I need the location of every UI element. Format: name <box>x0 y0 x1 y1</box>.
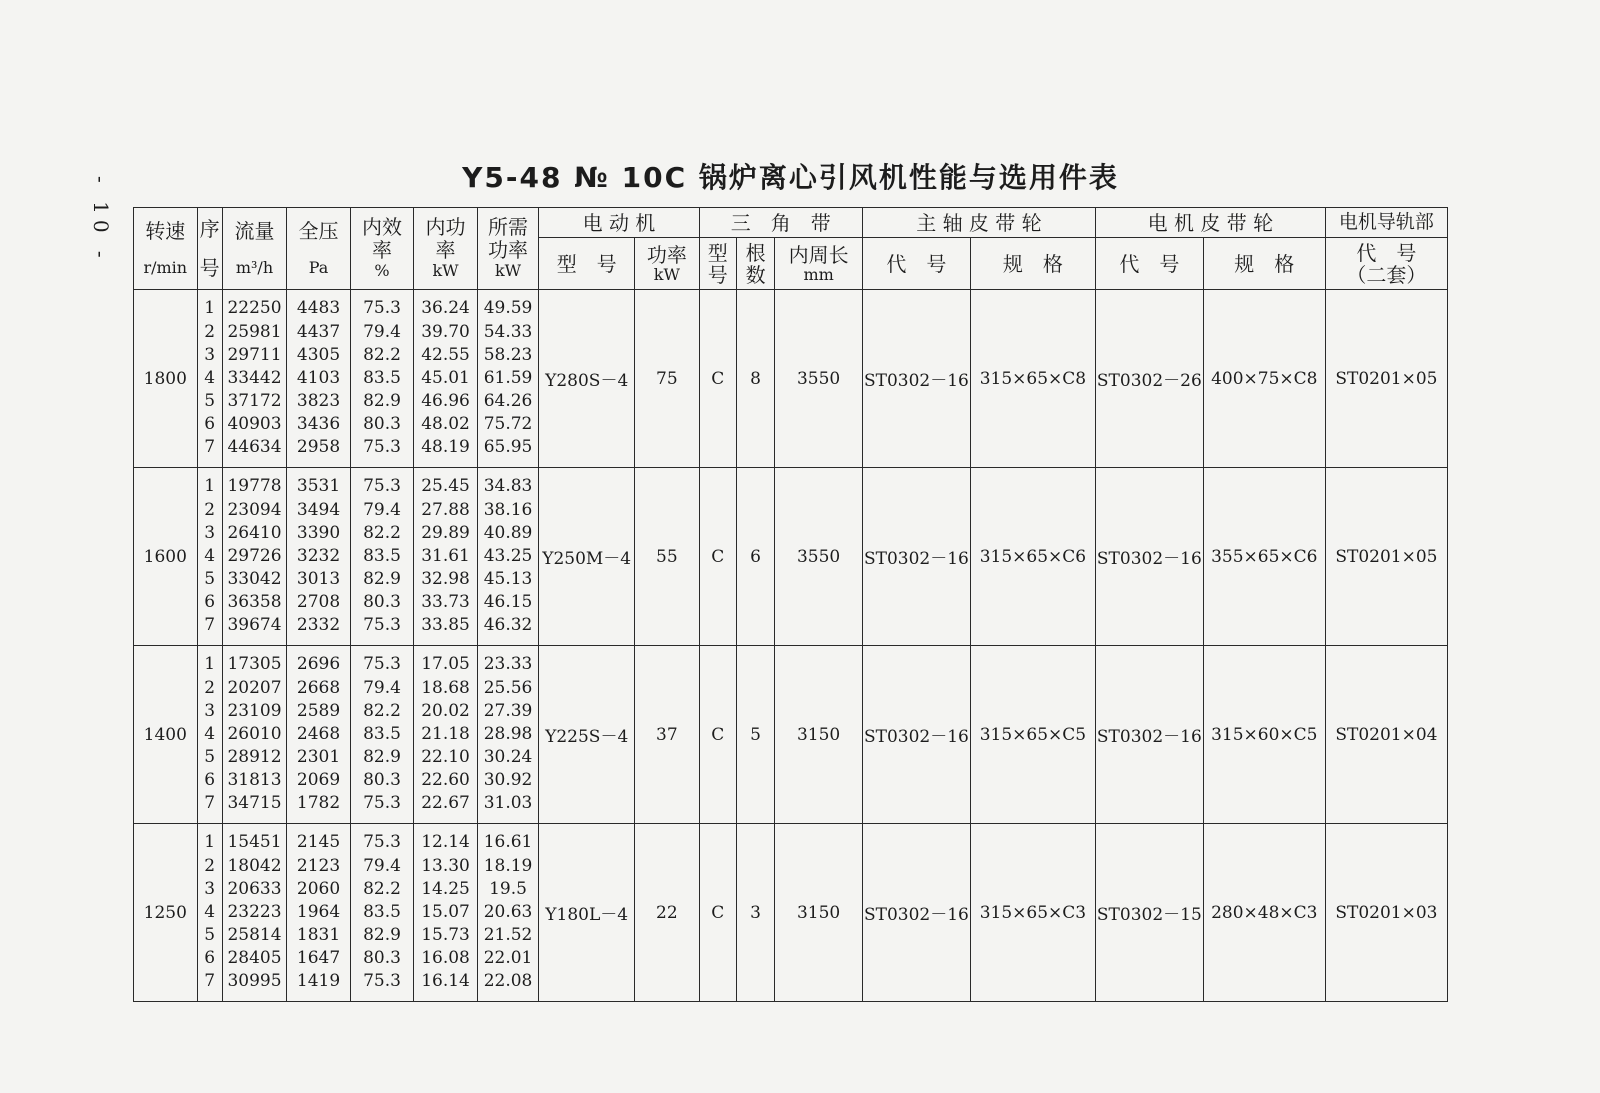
flow-value: 20207 <box>227 677 282 698</box>
belt-length-cell: 3550 <box>775 468 863 646</box>
eff-cell <box>350 824 414 1002</box>
seq-value: 7 <box>204 793 216 814</box>
pressure-value: 4305 <box>296 344 341 365</box>
seq-cell <box>197 824 222 1002</box>
power-value: 12.14 <box>421 832 470 853</box>
eff-cell <box>350 468 414 646</box>
eff-value: 75.3 <box>363 615 401 636</box>
req-value: 43.25 <box>483 545 533 566</box>
flow-cell <box>222 646 287 824</box>
belt-length-cell: 3150 <box>775 646 863 824</box>
header-belt-type <box>699 238 736 290</box>
power-value: 16.08 <box>421 948 470 969</box>
req-cell <box>477 468 539 646</box>
speed-cell: 1250 <box>134 824 198 1002</box>
flow-value: 44634 <box>227 437 282 458</box>
header-motor-model: 型 号 <box>539 238 635 290</box>
pressure-value: 4437 <box>296 321 341 342</box>
seq-value: 2 <box>204 321 216 342</box>
seq-value: 4 <box>204 545 216 566</box>
flow-value: 34715 <box>227 793 282 814</box>
seq-cell <box>197 646 222 824</box>
seq-value: 5 <box>204 391 216 412</box>
req-value: 21.52 <box>483 925 533 946</box>
rail-code-cell: ST0201×04 <box>1325 646 1447 824</box>
page-number: - 10 - <box>89 176 113 264</box>
header-motor-pulley: 电 机 皮 带 轮 <box>1095 208 1325 238</box>
header-speed-unit: r/min <box>143 257 188 277</box>
power-value: 20.02 <box>421 700 470 721</box>
pressure-value: 1419 <box>296 971 341 992</box>
rail-code-cell: ST0201×05 <box>1325 290 1447 468</box>
pressure-value: 2708 <box>296 592 341 613</box>
req-value: 40.89 <box>483 522 533 543</box>
power-value: 32.98 <box>421 569 470 590</box>
seq-value: 6 <box>204 414 216 435</box>
flow-value: 18042 <box>227 855 282 876</box>
flow-value: 19778 <box>227 476 282 497</box>
pressure-cell <box>287 468 351 646</box>
eff-value: 83.5 <box>363 367 401 388</box>
req-value: 54.33 <box>483 321 533 342</box>
power-cell <box>414 824 478 1002</box>
req-value: 25.56 <box>483 677 533 698</box>
flow-value: 37172 <box>227 391 282 412</box>
req-value: 65.95 <box>483 437 533 458</box>
seq-value: 3 <box>204 522 216 543</box>
pressure-value: 3436 <box>296 414 341 435</box>
power-value: 22.67 <box>421 793 470 814</box>
belt-type-cell: C <box>699 824 736 1002</box>
header-efficiency-unit: % <box>374 261 390 281</box>
flow-cell <box>222 290 287 468</box>
eff-value: 82.9 <box>363 747 401 768</box>
eff-value: 79.4 <box>363 321 401 342</box>
eff-value: 82.9 <box>363 391 401 412</box>
flow-value: 33042 <box>227 569 282 590</box>
eff-value: 83.5 <box>363 901 401 922</box>
pressure-value: 2468 <box>296 723 341 744</box>
req-value: 23.33 <box>483 654 533 675</box>
header-req-label-2: 功率 <box>488 238 529 263</box>
header-flow <box>222 208 287 290</box>
pressure-cell <box>287 646 351 824</box>
eff-value: 79.4 <box>363 677 401 698</box>
eff-cell <box>350 290 414 468</box>
belt-length-cell: 3550 <box>775 290 863 468</box>
eff-value: 79.4 <box>363 855 401 876</box>
req-cell <box>477 824 539 1002</box>
pressure-value: 2332 <box>296 615 341 636</box>
req-value: 49.59 <box>483 298 533 319</box>
pressure-value: 2958 <box>296 437 341 458</box>
power-value: 46.96 <box>421 391 470 412</box>
flow-value: 23223 <box>227 901 282 922</box>
header-belt-count-label-2: 数 <box>745 262 766 287</box>
header-seq-label: 序 <box>199 216 220 241</box>
req-value: 34.83 <box>483 476 533 497</box>
header-speed <box>134 208 198 290</box>
flow-value: 31813 <box>227 770 282 791</box>
header-flow-label: 流量 <box>234 218 275 243</box>
power-value: 39.70 <box>421 321 470 342</box>
power-value: 42.55 <box>421 344 470 365</box>
pressure-value: 3494 <box>296 499 341 520</box>
req-value: 30.92 <box>483 770 533 791</box>
header-motor: 电 动 机 <box>539 208 699 238</box>
flow-value: 28405 <box>227 948 282 969</box>
req-cell <box>477 290 539 468</box>
seq-value: 4 <box>204 723 216 744</box>
header-rail-qty: （二套） <box>1346 262 1427 287</box>
header-efficiency-label: 内效 <box>362 215 403 240</box>
header-spindle-pulley: 主 轴 皮 带 轮 <box>862 208 1095 238</box>
pressure-cell <box>287 824 351 1002</box>
header-rail-code-label: 代 号 <box>1356 240 1417 265</box>
req-value: 27.39 <box>483 700 533 721</box>
seq-value: 7 <box>204 437 216 458</box>
header-speed-label: 转速 <box>145 218 186 243</box>
table-row <box>134 646 1448 824</box>
pressure-value: 4103 <box>296 367 341 388</box>
flow-value: 26410 <box>227 522 282 543</box>
flow-value: 29726 <box>227 545 282 566</box>
motor-model-cell: Y225S－4 <box>539 646 635 824</box>
spindle-spec-cell: 315×65×C5 <box>970 646 1095 824</box>
pressure-value: 1831 <box>296 925 341 946</box>
header-motor-code: 代 号 <box>1095 238 1203 290</box>
spindle-code-cell: ST0302－16 <box>862 468 970 646</box>
seq-value: 5 <box>204 569 216 590</box>
spindle-spec-cell: 315×65×C3 <box>970 824 1095 1002</box>
eff-value: 82.9 <box>363 569 401 590</box>
eff-value: 82.2 <box>363 344 401 365</box>
motor-code-cell: ST0302－16 <box>1095 646 1203 824</box>
header-efficiency <box>350 208 414 290</box>
eff-value: 82.9 <box>363 925 401 946</box>
eff-value: 75.3 <box>363 654 401 675</box>
header-seq <box>197 208 222 290</box>
power-value: 16.14 <box>421 971 470 992</box>
flow-value: 26010 <box>227 723 282 744</box>
pressure-cell <box>287 290 351 468</box>
power-value: 17.05 <box>421 654 470 675</box>
power-value: 48.19 <box>421 437 470 458</box>
flow-value: 33442 <box>227 367 282 388</box>
motor-model-cell: Y180L－4 <box>539 824 635 1002</box>
eff-value: 80.3 <box>363 414 401 435</box>
pressure-value: 1964 <box>296 901 341 922</box>
header-spindle-code: 代 号 <box>862 238 970 290</box>
eff-value: 75.3 <box>363 971 401 992</box>
eff-value: 83.5 <box>363 545 401 566</box>
header-belt-count <box>736 238 774 290</box>
seq-value: 2 <box>204 855 216 876</box>
req-cell <box>477 646 539 824</box>
header-spindle-spec: 规 格 <box>970 238 1095 290</box>
eff-value: 83.5 <box>363 723 401 744</box>
req-value: 75.72 <box>483 414 533 435</box>
seq-cell <box>197 290 222 468</box>
header-pressure-label: 全压 <box>298 218 339 243</box>
table-row <box>134 824 1448 1002</box>
speed-cell: 1600 <box>134 468 198 646</box>
header-power-label: 内功 <box>425 215 466 240</box>
speed-cell: 1400 <box>134 646 198 824</box>
pressure-value: 2696 <box>296 654 341 675</box>
motor-code-cell: ST0302－26 <box>1095 290 1203 468</box>
pressure-value: 3013 <box>296 569 341 590</box>
motor-code-cell: ST0302－16 <box>1095 468 1203 646</box>
req-value: 45.13 <box>483 569 533 590</box>
power-value: 18.68 <box>421 677 470 698</box>
motor-spec-cell: 355×65×C6 <box>1203 468 1325 646</box>
req-value: 61.59 <box>483 367 533 388</box>
power-value: 48.02 <box>421 414 470 435</box>
header-rail: 电机导轨部 <box>1325 208 1447 238</box>
belt-count-cell: 8 <box>736 290 774 468</box>
header-belt-length <box>775 238 863 290</box>
eff-value: 82.2 <box>363 878 401 899</box>
spindle-code-cell: ST0302－16 <box>862 290 970 468</box>
flow-value: 30995 <box>227 971 282 992</box>
header-belt: 三 角 带 <box>699 208 862 238</box>
req-value: 31.03 <box>483 793 533 814</box>
req-value: 20.63 <box>483 901 533 922</box>
eff-cell <box>350 646 414 824</box>
flow-value: 29711 <box>227 344 282 365</box>
header-internal-power <box>414 208 478 290</box>
flow-value: 25814 <box>227 925 282 946</box>
header-req-label: 所需 <box>488 215 529 240</box>
spindle-code-cell: ST0302－16 <box>862 824 970 1002</box>
eff-value: 80.3 <box>363 592 401 613</box>
seq-value: 1 <box>204 832 216 853</box>
header-belt-count-label: 根 <box>745 240 766 265</box>
pressure-value: 1782 <box>296 793 341 814</box>
flow-value: 17305 <box>227 654 282 675</box>
pressure-value: 2668 <box>296 677 341 698</box>
eff-value: 75.3 <box>363 298 401 319</box>
belt-count-cell: 6 <box>736 468 774 646</box>
flow-value: 36358 <box>227 592 282 613</box>
header-belt-type-label-2: 号 <box>707 262 728 287</box>
seq-value: 5 <box>204 747 216 768</box>
flow-value: 40903 <box>227 414 282 435</box>
pressure-value: 1647 <box>296 948 341 969</box>
pressure-value: 2145 <box>296 832 341 853</box>
motor-power-cell: 55 <box>635 468 700 646</box>
flow-value: 20633 <box>227 878 282 899</box>
req-value: 38.16 <box>483 499 533 520</box>
motor-power-cell: 75 <box>635 290 700 468</box>
spindle-code-cell: ST0302－16 <box>862 646 970 824</box>
header-belt-length-label: 内周长 <box>788 242 849 267</box>
motor-spec-cell: 400×75×C8 <box>1203 290 1325 468</box>
performance-table <box>133 207 1448 1002</box>
rail-code-cell: ST0201×05 <box>1325 468 1447 646</box>
table-body <box>134 290 1448 1002</box>
flow-value: 22250 <box>227 298 282 319</box>
flow-cell <box>222 824 287 1002</box>
header-belt-length-unit: mm <box>803 264 834 284</box>
motor-code-cell: ST0302－15 <box>1095 824 1203 1002</box>
seq-value: 7 <box>204 615 216 636</box>
header-motor-spec: 规 格 <box>1203 238 1325 290</box>
eff-value: 75.3 <box>363 832 401 853</box>
pressure-value: 3232 <box>296 545 341 566</box>
req-value: 19.5 <box>489 878 527 899</box>
power-cell <box>414 468 478 646</box>
power-value: 25.45 <box>421 476 470 497</box>
flow-value: 25981 <box>227 321 282 342</box>
header-motor-power <box>635 238 700 290</box>
belt-type-cell: C <box>699 468 736 646</box>
speed-cell: 1800 <box>134 290 198 468</box>
motor-model-cell: Y250M－4 <box>539 468 635 646</box>
belt-count-cell: 3 <box>736 824 774 1002</box>
seq-value: 7 <box>204 971 216 992</box>
eff-value: 82.2 <box>363 522 401 543</box>
seq-value: 2 <box>204 499 216 520</box>
header-flow-unit: m³/h <box>235 257 274 277</box>
seq-value: 1 <box>204 298 216 319</box>
flow-value: 23094 <box>227 499 282 520</box>
req-value: 22.01 <box>483 948 533 969</box>
seq-value: 6 <box>204 770 216 791</box>
power-value: 33.85 <box>421 615 470 636</box>
power-value: 21.18 <box>421 723 470 744</box>
power-value: 22.60 <box>421 770 470 791</box>
motor-power-cell: 37 <box>635 646 700 824</box>
header-efficiency-label-2: 率 <box>372 238 393 263</box>
req-value: 46.15 <box>483 592 533 613</box>
eff-value: 79.4 <box>363 499 401 520</box>
belt-length-cell: 3150 <box>775 824 863 1002</box>
header-belt-type-label: 型 <box>707 240 728 265</box>
req-value: 16.61 <box>483 832 533 853</box>
power-value: 31.61 <box>421 545 470 566</box>
belt-type-cell: C <box>699 646 736 824</box>
pressure-value: 3823 <box>296 391 341 412</box>
eff-value: 75.3 <box>363 437 401 458</box>
req-value: 28.98 <box>483 723 533 744</box>
req-value: 46.32 <box>483 615 533 636</box>
seq-value: 3 <box>204 344 216 365</box>
eff-value: 80.3 <box>363 770 401 791</box>
header-rail-code <box>1325 238 1447 290</box>
seq-value: 2 <box>204 677 216 698</box>
table-row <box>134 468 1448 646</box>
motor-spec-cell: 315×60×C5 <box>1203 646 1325 824</box>
pressure-value: 3531 <box>296 476 341 497</box>
motor-spec-cell: 280×48×C3 <box>1203 824 1325 1002</box>
seq-cell <box>197 468 222 646</box>
pressure-value: 3390 <box>296 522 341 543</box>
rail-code-cell: ST0201×03 <box>1325 824 1447 1002</box>
header-power-label-2: 率 <box>435 238 456 263</box>
power-value: 27.88 <box>421 499 470 520</box>
belt-type-cell: C <box>699 290 736 468</box>
header-motor-power-unit: kW <box>653 264 680 284</box>
power-value: 45.01 <box>421 367 470 388</box>
header-pressure-unit: Pa <box>308 257 329 277</box>
seq-value: 1 <box>204 476 216 497</box>
pressure-value: 4483 <box>296 298 341 319</box>
header-required-power <box>477 208 539 290</box>
eff-value: 75.3 <box>363 793 401 814</box>
belt-count-cell: 5 <box>736 646 774 824</box>
pressure-value: 2123 <box>296 855 341 876</box>
flow-value: 39674 <box>227 615 282 636</box>
seq-value: 4 <box>204 367 216 388</box>
seq-value: 6 <box>204 948 216 969</box>
motor-power-cell: 22 <box>635 824 700 1002</box>
table-title: Y5-48 № 10C 锅炉离心引风机性能与选用件表 <box>462 161 1119 194</box>
header-seq-label-2: 号 <box>199 255 220 280</box>
power-value: 15.07 <box>421 901 470 922</box>
power-value: 15.73 <box>421 925 470 946</box>
req-value: 58.23 <box>483 344 533 365</box>
header-req-unit: kW <box>494 261 522 281</box>
req-value: 30.24 <box>483 747 533 768</box>
pressure-value: 2060 <box>296 878 341 899</box>
eff-value: 75.3 <box>363 476 401 497</box>
pressure-value: 2589 <box>296 700 341 721</box>
spindle-spec-cell: 315×65×C8 <box>970 290 1095 468</box>
seq-value: 3 <box>204 700 216 721</box>
power-value: 29.89 <box>421 522 470 543</box>
table-row <box>134 290 1448 468</box>
header-power-unit: kW <box>432 261 459 281</box>
flow-value: 15451 <box>227 832 282 853</box>
pressure-value: 2069 <box>296 770 341 791</box>
seq-value: 6 <box>204 592 216 613</box>
req-value: 22.08 <box>483 971 533 992</box>
flow-cell <box>222 468 287 646</box>
header-pressure <box>287 208 351 290</box>
power-cell <box>414 290 478 468</box>
seq-value: 1 <box>204 654 216 675</box>
spindle-spec-cell: 315×65×C6 <box>970 468 1095 646</box>
header-motor-power-label: 功率 <box>646 242 687 267</box>
seq-value: 5 <box>204 925 216 946</box>
power-value: 36.24 <box>421 298 470 319</box>
req-value: 64.26 <box>483 391 533 412</box>
req-value: 18.19 <box>483 855 533 876</box>
flow-value: 23109 <box>227 700 282 721</box>
eff-value: 82.2 <box>363 700 401 721</box>
flow-value: 28912 <box>227 747 282 768</box>
power-cell <box>414 646 478 824</box>
motor-model-cell: Y280S－4 <box>539 290 635 468</box>
power-value: 33.73 <box>421 592 470 613</box>
seq-value: 4 <box>204 901 216 922</box>
power-value: 22.10 <box>421 747 470 768</box>
power-value: 14.25 <box>421 878 470 899</box>
power-value: 13.30 <box>421 855 470 876</box>
seq-value: 3 <box>204 878 216 899</box>
pressure-value: 2301 <box>296 747 341 768</box>
eff-value: 80.3 <box>363 948 401 969</box>
